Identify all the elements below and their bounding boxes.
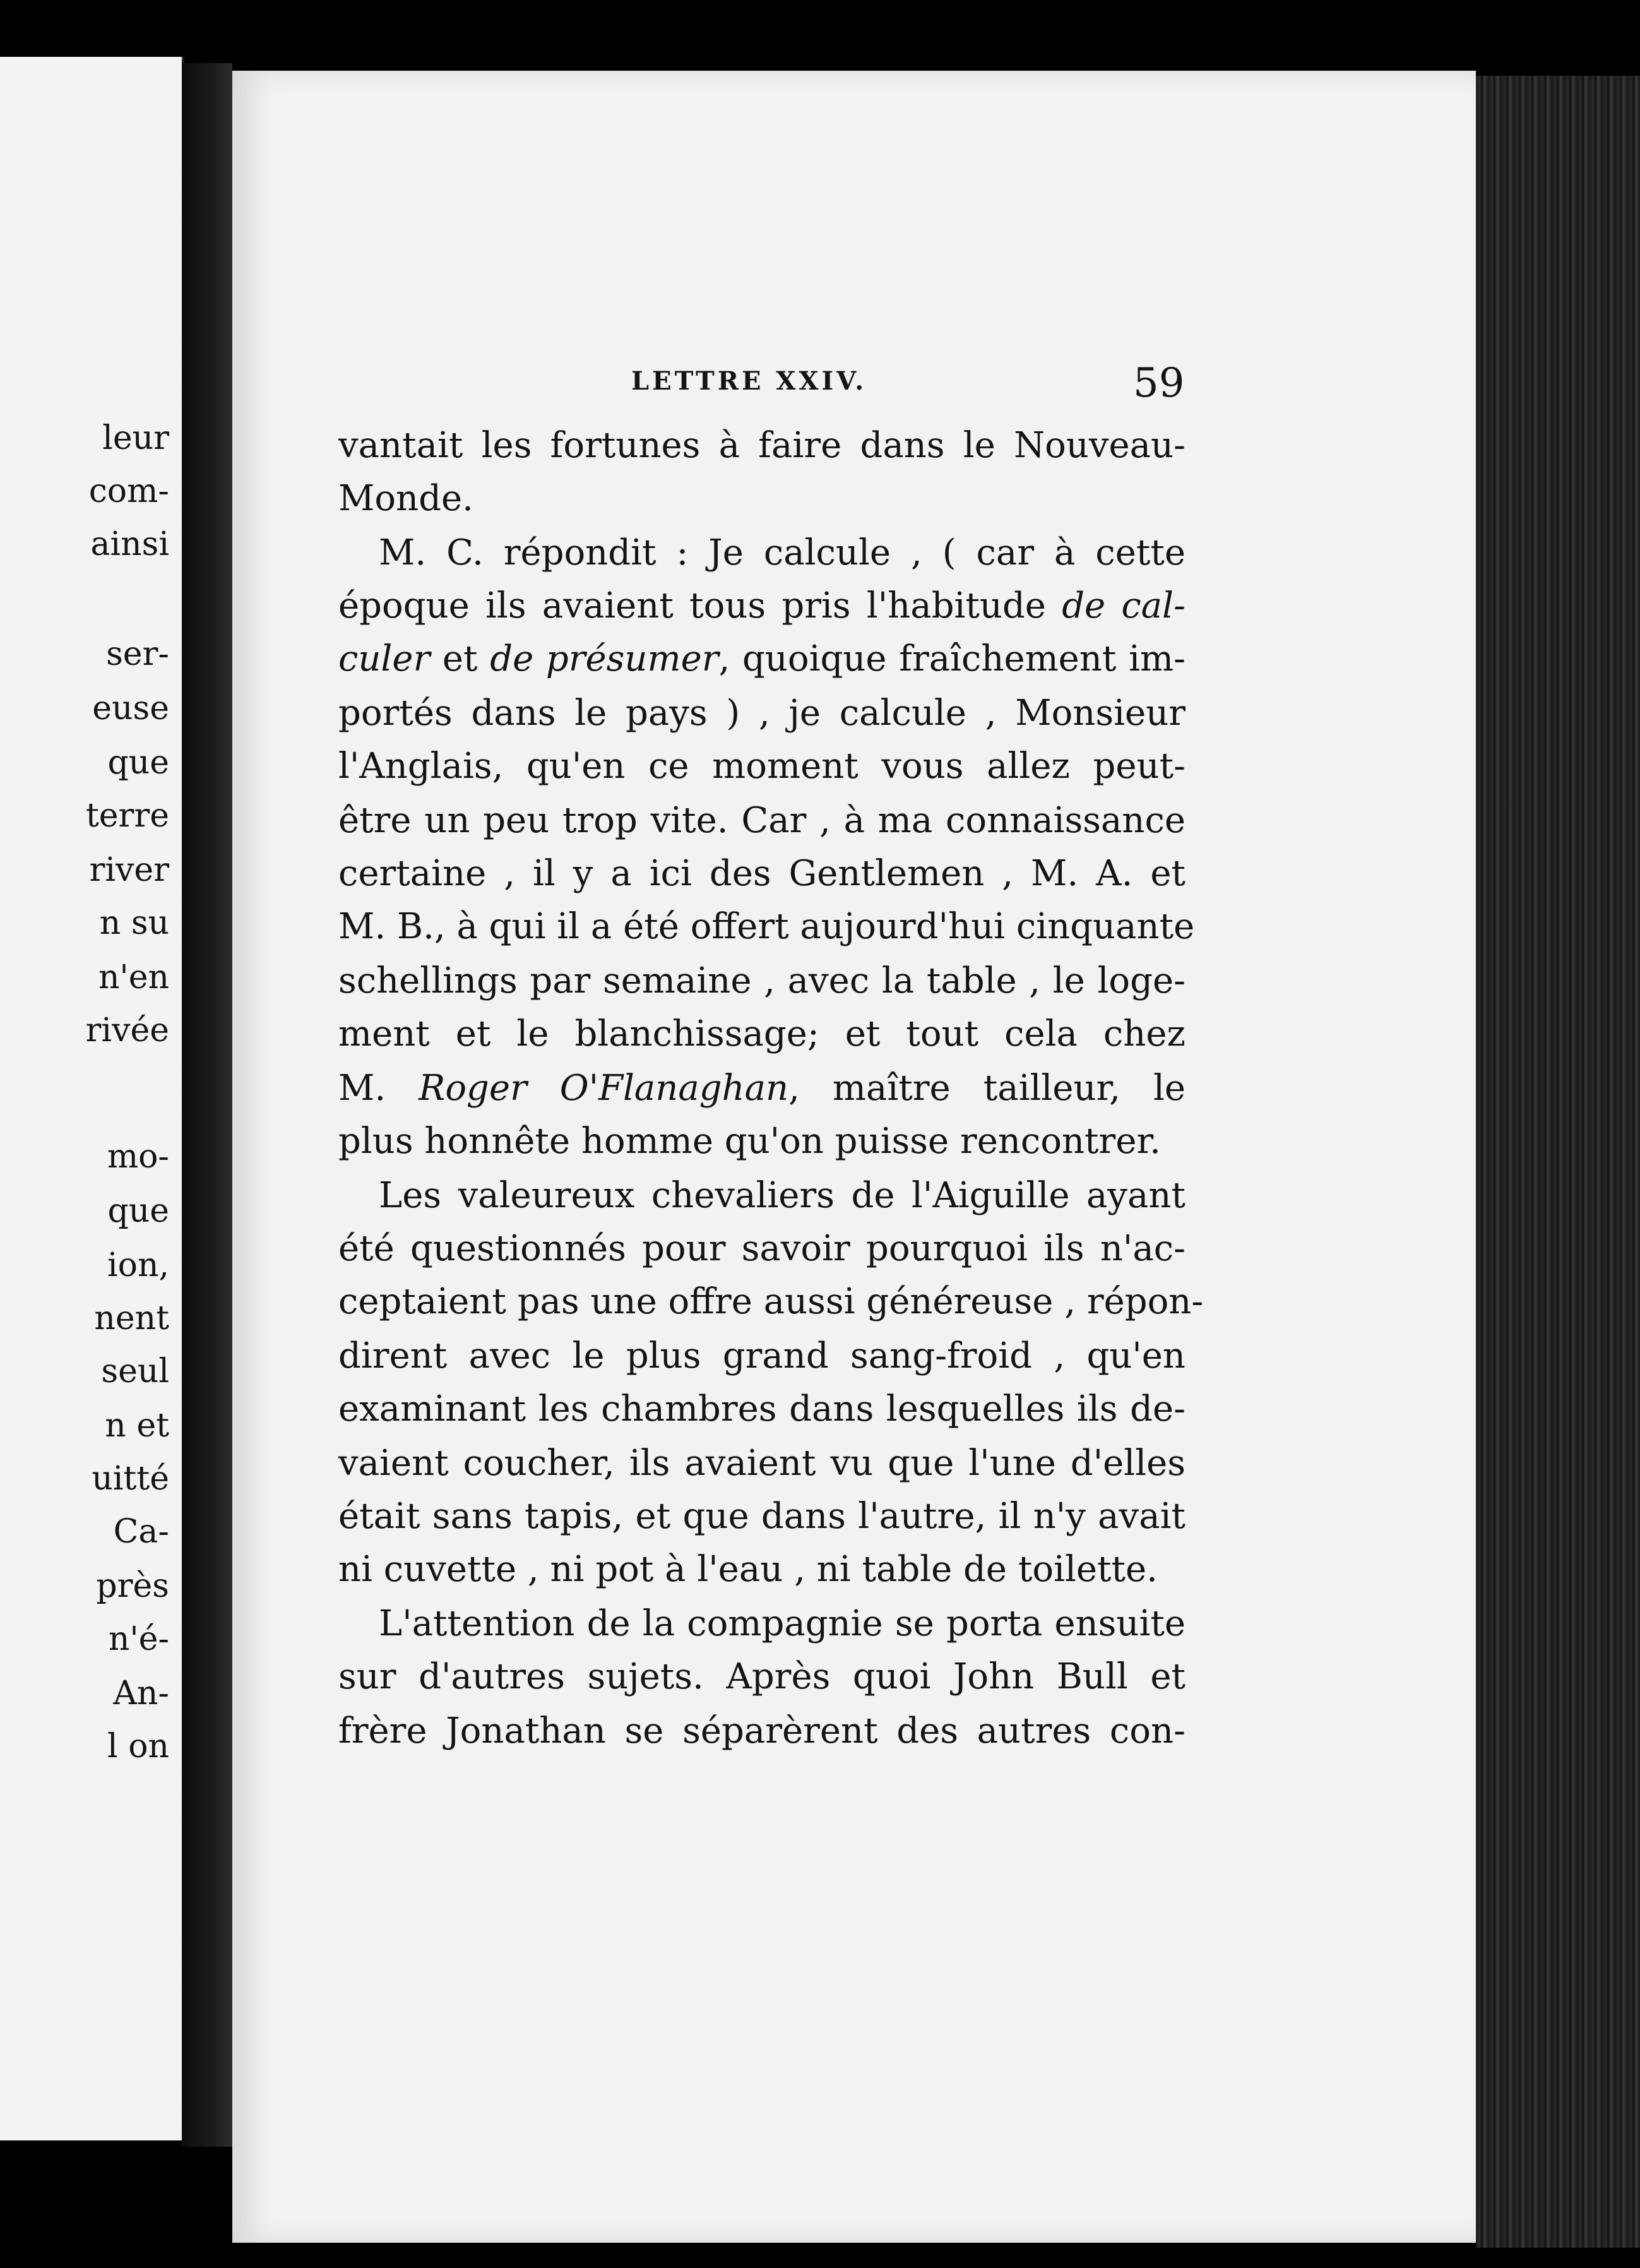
text-line: l'Anglais, qu'en ce moment vous allez peut- [338,746,1185,787]
text-line: certaine , il y a ici des Gentlemen , M. A. et [338,853,1185,894]
text-line: examinant les chambres dans lesquelles ils de- [338,1388,1185,1429]
text-span: époque ils avaient tous pris l'habitude [338,585,1062,626]
left-page-fragment: près [96,1567,169,1605]
text-line: ment et le blanchissage; et tout cela chez [338,1013,1185,1054]
left-page-fragment: seul [101,1352,169,1390]
text-span: M. [338,1068,419,1109]
text-line: plus honnête homme qu'on puisse rencontrer. [338,1121,1161,1162]
left-page-fragment: que [107,1192,169,1230]
left-page-fragment: mo- [107,1138,169,1176]
left-page-fragment: An- [113,1674,169,1712]
text-line: était sans tapis, et que dans l'autre, il n'y avait [338,1496,1185,1537]
left-page-fragment: rivée [85,1012,169,1049]
text-line: L'attention de la compagnie se porta ensuite [379,1603,1185,1644]
text-line [338,587,1185,625]
left-page-fragment: uitté [92,1460,169,1498]
text-line [338,640,1185,678]
text-line: vantait les fortunes à faire dans le Nouveau- [338,425,1185,466]
text-line: Les valeureux chevaliers de l'Aiguille ayant [379,1175,1185,1216]
left-page-fragment: ainsi [90,525,169,563]
italic-span: Roger O'Flanaghan [419,1068,789,1109]
text-line: M. B., à qui il a été offert aujourd'hui cinquante [338,906,1195,947]
left-page-fragment: n su [99,904,169,942]
left-page-fragment: que [107,744,169,782]
text-span: , maître tailleur, le [788,1068,1185,1109]
left-page-fragment: n'é- [108,1620,169,1658]
left-page-fragment: ion, [107,1246,169,1284]
page-header [631,360,1263,410]
text-line [338,1070,1185,1107]
text-line: sur d'autres sujets. Après quoi John Bull et [338,1656,1185,1697]
text-line: ceptaient pas une offre aussi généreuse , répon- [338,1281,1204,1322]
text-span: , quoique fraîchement im- [718,638,1185,679]
left-facing-page [0,57,184,2140]
left-page-fragment: ser- [106,635,169,673]
page-number: 59 [1133,360,1185,407]
italic-span: culer [338,638,431,679]
left-page-fragment: Ca- [113,1513,169,1551]
text-line: Monde. [338,478,473,519]
text-line: schellings par semaine , avec la table , le loge- [338,960,1185,1001]
text-line: frère Jonathan se séparèrent des autres con- [338,1710,1185,1752]
left-page-fragment: n et [105,1407,169,1445]
text-line: être un peu trop vite. Car , à ma connaissance [338,800,1185,841]
left-page-fragment: l on [107,1728,169,1765]
text-line: portés dans le pays ) , je calcule , Monsieur [338,693,1185,734]
running-head: LETTRE XXIV. [631,366,867,396]
left-page-fragment: terre [85,797,169,835]
left-page-fragment: euse [92,689,169,727]
text-span: et [430,638,490,679]
left-page-fragment: leur [102,419,169,457]
italic-span: de cal- [1062,585,1186,626]
text-line: vaient coucher, ils avaient vu que l'une d'elles [338,1443,1185,1484]
book-gutter [182,63,232,2147]
text-line: M. C. répondit : Je calcule , ( car à cette [379,532,1185,573]
italic-span: de présumer [490,638,719,679]
text-line: dirent avec le plus grand sang-froid , qu'en [338,1335,1185,1376]
text-line: été questionnés pour savoir pourquoi ils n'ac- [338,1228,1185,1269]
left-page-fragment: n'en [98,958,169,996]
left-page-fragment: river [89,851,169,889]
book-page-edges [1476,76,1640,2248]
left-page-fragment: com- [88,472,169,510]
left-page-fragment: nent [94,1299,169,1337]
text-line: ni cuvette , ni pot à l'eau , ni table de toilette. [338,1549,1158,1590]
